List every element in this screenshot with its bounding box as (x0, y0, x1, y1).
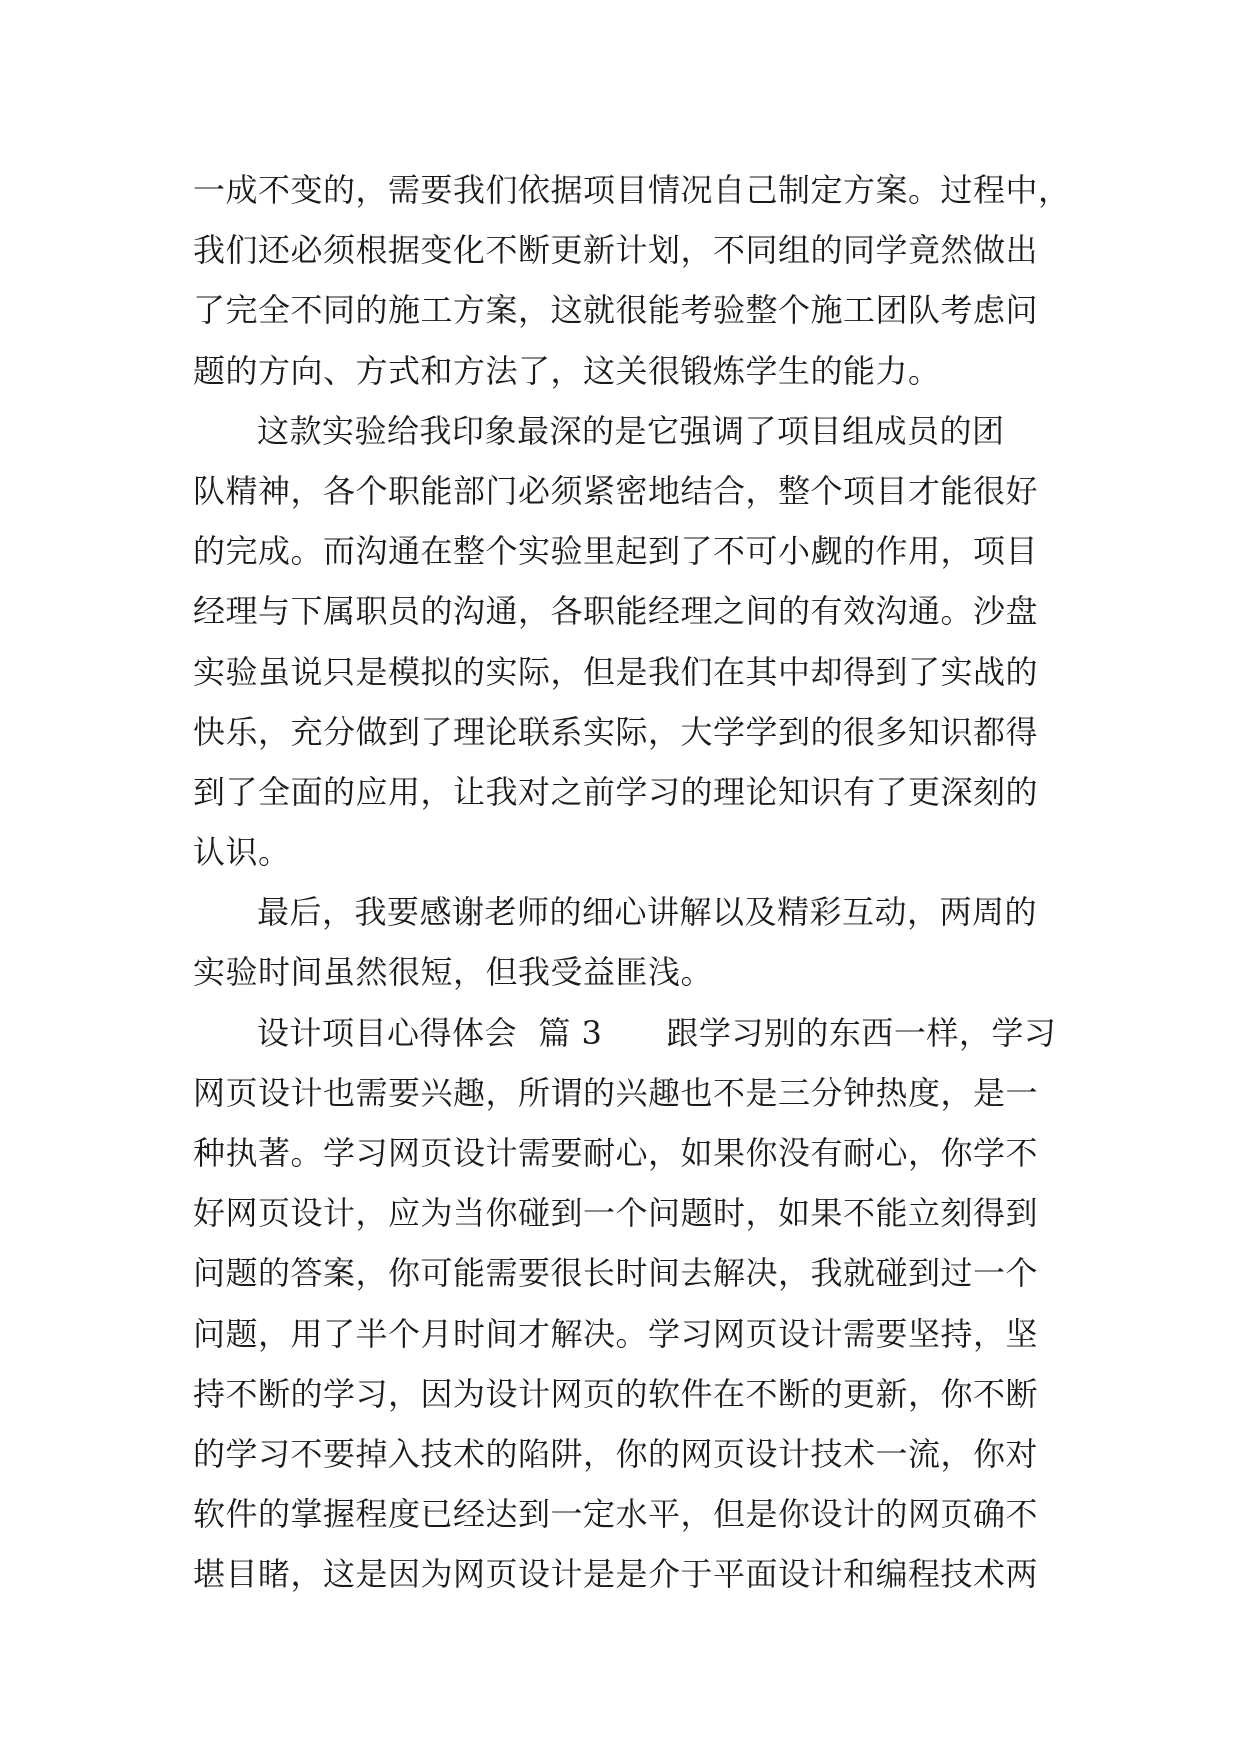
text-line: 最后，我要感谢老师的细心讲解以及精彩互动，两周的 (257, 893, 1038, 932)
text-line: 快乐，充分做到了理论联系实际，大学学到的很多知识都得 (193, 712, 1039, 751)
text-line: 堪目睹，这是因为网页设计是是介于平面设计和编程技术两 (193, 1555, 1039, 1594)
text-line: 网页设计也需要兴趣，所谓的兴趣也不是三分钟热度，是一 (193, 1073, 1039, 1112)
text-line: 软件的掌握程度已经达到一定水平，但是你设计的网页确不 (193, 1495, 1039, 1534)
text-line: 实验虽说只是模拟的实际，但是我们在其中却得到了实战的 (193, 652, 1039, 691)
text-line: 的学习不要掉入技术的陷阱，你的网页设计技术一流，你对 (193, 1434, 1039, 1473)
text-line: 队精神，各个职能部门必须紧密地结合，整个项目才能很好 (193, 471, 1039, 510)
section-heading-line: 设计项目心得体会 篇 3 跟学习别的东西一样，学习 (257, 1013, 1057, 1052)
text-line: 我们还必须根据变化不断更新计划，不同组的同学竟然做出 (193, 231, 1039, 270)
text-line: 一成不变的，需要我们依据项目情况自己制定方案。过程中， (193, 171, 1071, 209)
text-line: 问题，用了半个月时间才解决。学习网页设计需要坚持，坚 (193, 1314, 1039, 1353)
text-line: 了完全不同的施工方案，这就很能考验整个施工团队考虑问 (193, 291, 1039, 330)
text-line: 的完成。而沟通在整个实验里起到了不可小觑的作用，项目 (193, 532, 1039, 571)
body-text (193, 160, 1071, 1605)
text-line: 这款实验给我印象最深的是它强调了项目组成员的团 (257, 411, 1005, 450)
text-line: 实验时间虽然很短，但我受益匪浅。 (193, 953, 714, 992)
text-line: 认识。 (193, 833, 291, 872)
text-line: 持不断的学习，因为设计网页的软件在不断的更新，你不断 (193, 1374, 1039, 1413)
text-line: 题的方向、方式和方法了，这关很锻炼学生的能力。 (193, 351, 941, 390)
text-line: 到了全面的应用，让我对之前学习的理论知识有了更深刻的 (193, 772, 1039, 811)
text-line: 经理与下属职员的沟通，各职能经理之间的有效沟通。沙盘 (193, 592, 1039, 631)
text-line: 好网页设计，应为当你碰到一个问题时，如果不能立刻得到 (193, 1194, 1039, 1233)
text-line: 种执著。学习网页设计需要耐心，如果你没有耐心，你学不 (193, 1134, 1039, 1172)
text-line: 问题的答案，你可能需要很长时间去解决，我就碰到过一个 (193, 1254, 1039, 1293)
